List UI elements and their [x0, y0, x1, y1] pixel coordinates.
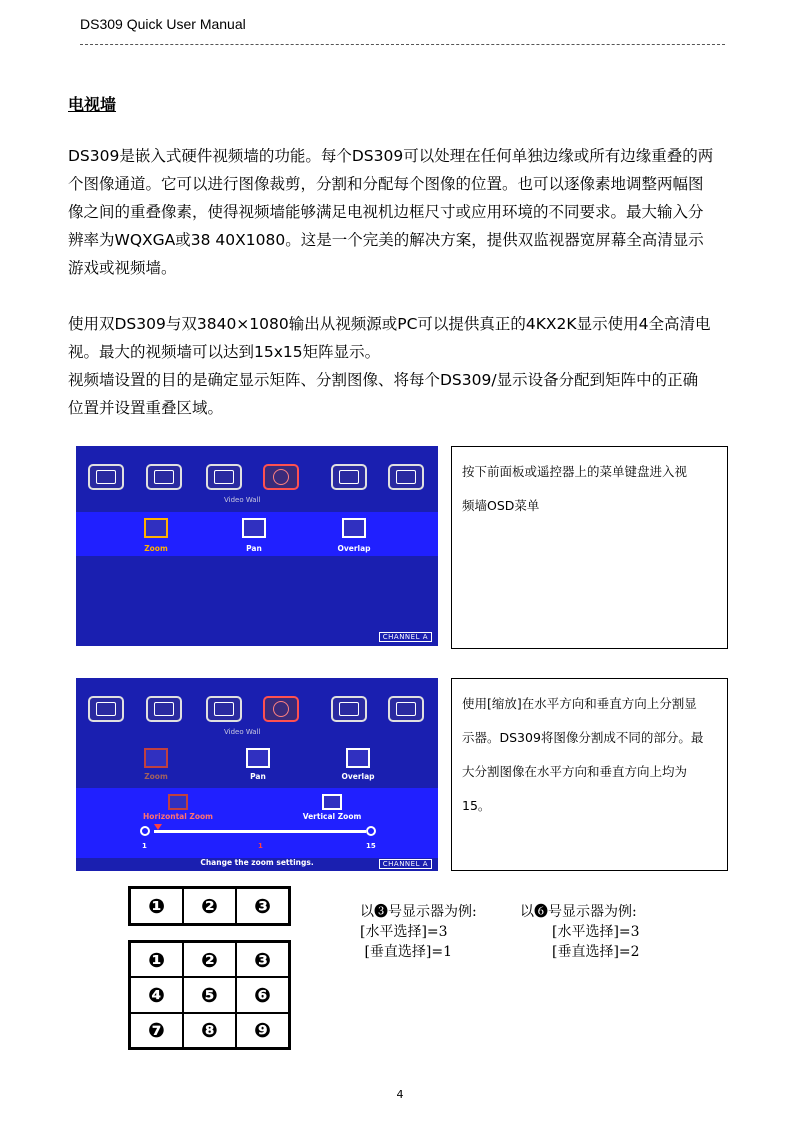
zoom-slider-thumb[interactable] — [154, 824, 162, 830]
intro-line: 个图像通道。它可以进行图像裁剪，分割和分配每个图像的位置。也可以逐像素地调整两幅图 — [68, 175, 704, 193]
example-title: 以❸号显示器为例: — [360, 904, 477, 920]
osd-screenshot-video-wall — [76, 446, 438, 646]
zoom-slider-track[interactable] — [154, 830, 366, 833]
example-display-3 — [360, 902, 520, 962]
audio-icon — [206, 464, 242, 490]
submenu-overlap-label: Overlap — [337, 544, 371, 553]
setup-paragraph — [68, 310, 740, 422]
note-line: 大分割图像在水平方向和垂直方向上均为 — [462, 764, 688, 779]
zoom-icon — [144, 748, 168, 768]
example-vertical: [垂直选择]=1 — [360, 944, 453, 960]
intro-line: 游戏或视频墙。 — [68, 259, 177, 277]
osd-zoom-band — [76, 788, 438, 858]
submenu-overlap-label: Overlap — [341, 772, 375, 781]
note-line: 示器。DS309将图像分割成不同的部分。最 — [462, 730, 704, 745]
submenu-pan-label: Pan — [246, 544, 262, 553]
display-grid-3x3 — [128, 940, 291, 1050]
grid-cell: ❸ — [236, 888, 289, 924]
grid-cell: ❶ — [130, 888, 183, 924]
example-horizontal: [水平选择]=3 — [360, 924, 448, 940]
example-display-6 — [520, 902, 690, 962]
setup-line: 视频墙设置的目的是确定显示矩阵、分割图像、将每个DS309/显示设备分配到矩阵中的正确 — [68, 371, 699, 389]
pan-icon — [246, 748, 270, 768]
note-line: 按下前面板或遥控器上的菜单键盘进入视 — [462, 464, 688, 479]
grid-cell: ❶ — [130, 942, 183, 977]
setup-line: 使用双DS309与双3840×1080输出从视频源或PC可以提供真正的4KX2K显示使用4全高清电 — [68, 315, 711, 333]
preset-icon — [331, 696, 367, 722]
note-zoom-description — [451, 678, 728, 871]
channel-indicator: CHANNEL A — [379, 632, 432, 642]
overlap-icon — [342, 518, 366, 538]
note-line: 频墙OSD菜单 — [462, 498, 540, 513]
zoom-icon — [144, 518, 168, 538]
gear-icon — [388, 464, 424, 490]
slider-max: 15 — [366, 842, 376, 850]
submenu-pan-label: Pan — [250, 772, 266, 781]
example-horizontal: [水平选择]=3 — [552, 924, 640, 940]
input-icon — [88, 696, 124, 722]
osd-status-text: Change the zoom settings. — [200, 858, 314, 867]
slider-min: 1 — [142, 842, 147, 850]
slider-value: 1 — [258, 842, 263, 850]
grid-cell: ❷ — [183, 942, 236, 977]
setup-line: 位置并设置重叠区域。 — [68, 399, 224, 417]
grid-cell: ❼ — [130, 1013, 183, 1048]
intro-line: 辨率为WQXGA或38 40X1080。这是一个完美的解决方案，提供双监视器宽屏幕全高清显示 — [68, 231, 704, 249]
channel-indicator: CHANNEL A — [379, 859, 432, 869]
intro-paragraph — [68, 142, 740, 282]
osd-menu-label: Video Wall — [224, 496, 261, 504]
section-title: 电视墙 — [68, 95, 117, 114]
pan-icon — [242, 518, 266, 538]
setup-line: 视。最大的视频墙可以达到15x15矩阵显示。 — [68, 343, 381, 361]
overlap-icon — [346, 748, 370, 768]
display-grid-1x3 — [128, 886, 291, 926]
osd-screenshot-zoom — [76, 678, 438, 871]
header-title: DS309 Quick User Manual — [80, 16, 246, 32]
note-line: 15。 — [462, 798, 491, 813]
horizontal-zoom-icon — [168, 794, 188, 810]
grid-cell: ❹ — [130, 977, 183, 1012]
input-icon — [88, 464, 124, 490]
submenu-zoom-label: Zoom — [144, 772, 168, 781]
zoom-out-icon — [140, 826, 150, 836]
grid-cell: ❸ — [236, 942, 289, 977]
example-vertical: [垂直选择]=2 — [552, 944, 640, 960]
grid-cell: ❽ — [183, 1013, 236, 1048]
grid-cell: ❷ — [183, 888, 236, 924]
header-divider — [80, 44, 725, 45]
video-wall-icon — [263, 696, 299, 722]
zoom-in-icon — [366, 826, 376, 836]
page-number: 4 — [396, 1088, 404, 1101]
vertical-zoom-label: Vertical Zoom — [302, 812, 362, 821]
osd-main-menu — [76, 464, 438, 494]
grid-cell: ❻ — [236, 977, 289, 1012]
note-line: 使用[缩放]在水平方向和垂直方向上分割显 — [462, 696, 697, 711]
intro-line: 像之间的重叠像素，使得视频墙能够满足电视机边框尺寸或应用环境的不同要求。最大输入分 — [68, 203, 704, 221]
grid-cell: ❾ — [236, 1013, 289, 1048]
audio-icon — [206, 696, 242, 722]
submenu-zoom-label: Zoom — [144, 544, 168, 553]
display-icon — [146, 464, 182, 490]
osd-menu-label: Video Wall — [224, 728, 261, 736]
osd-main-menu — [76, 696, 438, 726]
intro-line: DS309是嵌入式硬件视频墙的功能。每个DS309可以处理在任何单独边缘或所有边缘重叠的两 — [68, 147, 714, 165]
example-title: 以❻号显示器为例: — [520, 904, 637, 920]
grid-cell: ❺ — [183, 977, 236, 1012]
video-wall-icon — [263, 464, 299, 490]
display-icon — [146, 696, 182, 722]
preset-icon — [331, 464, 367, 490]
note-enter-osd — [451, 446, 728, 649]
vertical-zoom-icon — [322, 794, 342, 810]
gear-icon — [388, 696, 424, 722]
horizontal-zoom-label: Horizontal Zoom — [143, 812, 213, 821]
